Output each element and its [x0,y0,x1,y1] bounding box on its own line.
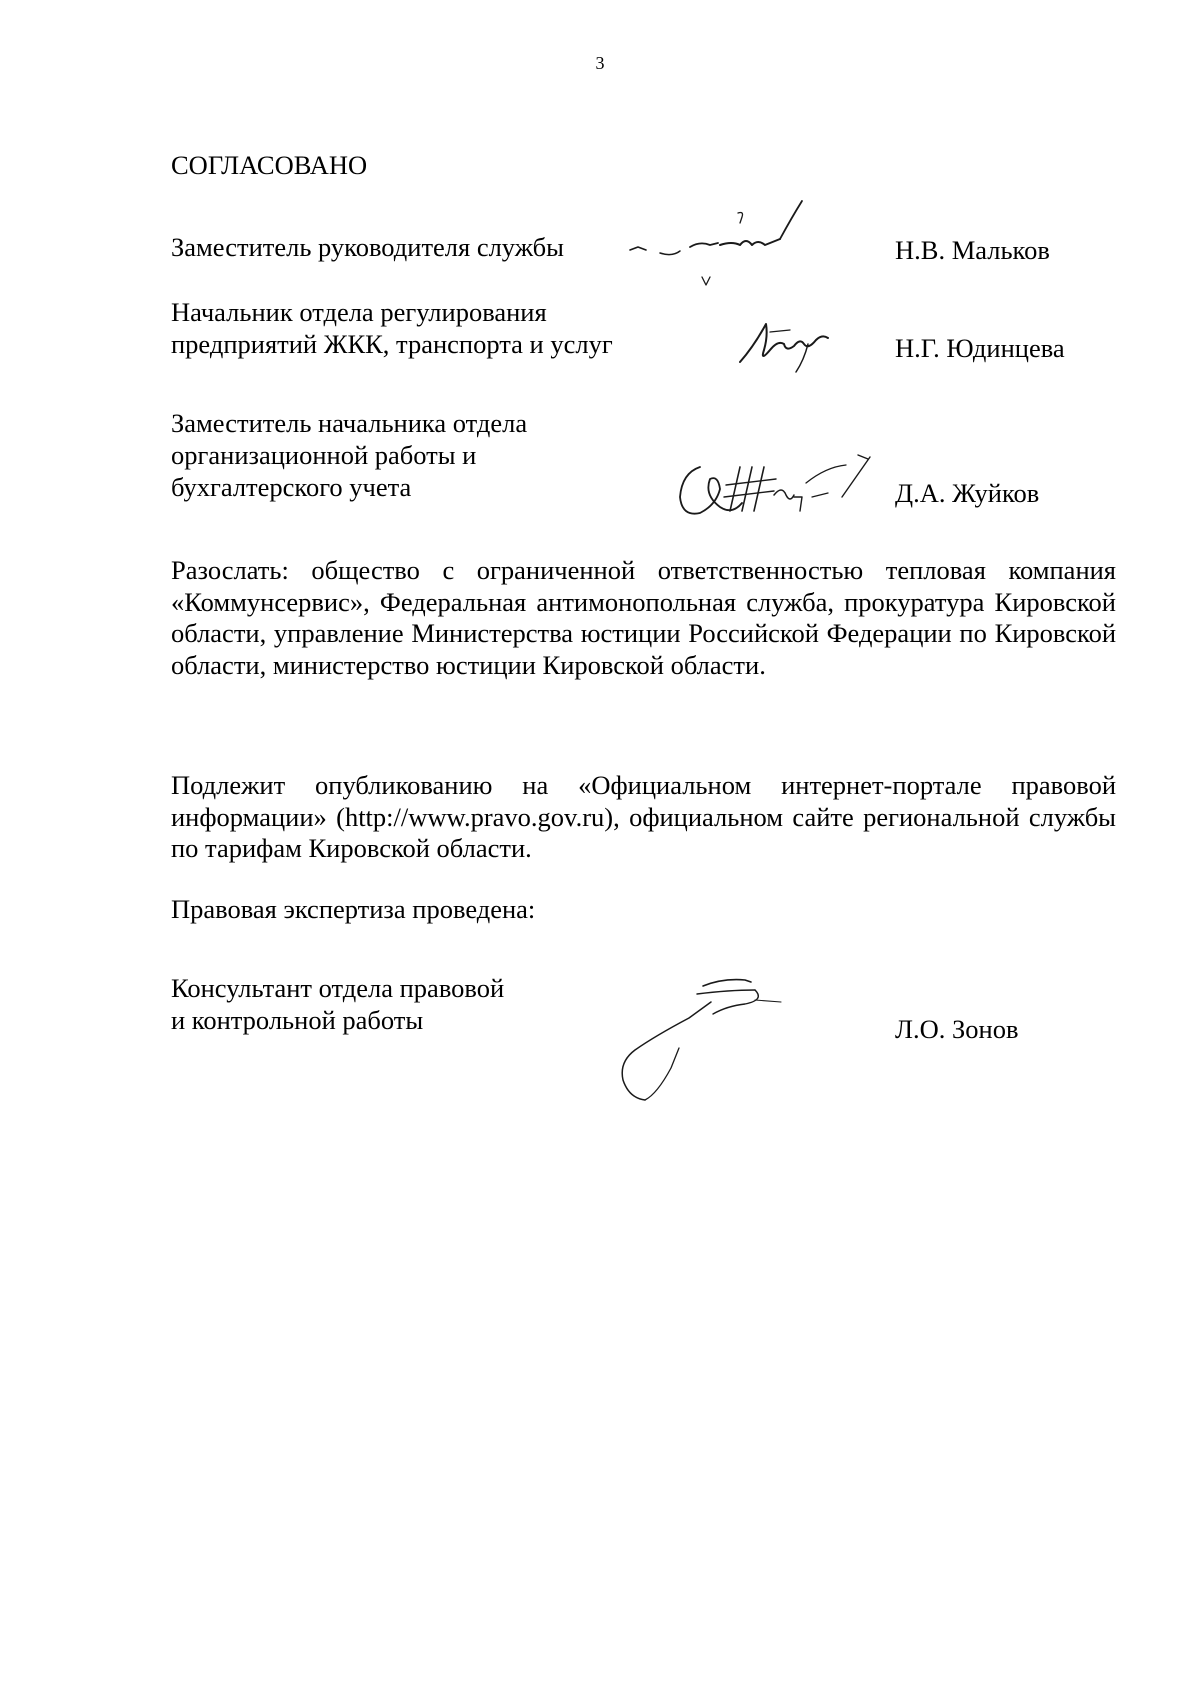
distribution-paragraph: Разослать: общество с ограниченной ответственностью тепловая компания «Коммунсервис», Федеральная антимонопольная служба, прокуратура Кировской области, управление Министерства юстиции Российской Федерации по Кировской области, министерство юстиции Кировской области. [171,555,1116,680]
signatory-3-position-line-1: Заместитель начальника отдела [171,408,528,438]
legal-review-position-line-2: и контрольной работы [171,1005,424,1035]
signature-1-icon [620,195,880,295]
publication-paragraph: Подлежит опубликованию на «Официальном интернет-портале правовой информации» (http://www.pravo.gov.ru), официальном сайте региональной службы по тарифам Кировской области. [171,770,1116,863]
signatory-1-name: Н.В. Мальков [895,235,1050,265]
legal-review-position-line-1: Консультант отдела правовой [171,973,505,1003]
signature-2-icon [730,310,870,380]
signatory-3-position-line-2: организационной работы и [171,440,477,470]
legal-review-label: Правовая экспертиза проведена: [171,894,536,924]
signature-3-icon [670,445,895,530]
page-number: 3 [595,53,605,73]
legal-review-name: Л.О. Зонов [895,1014,1019,1044]
approval-heading: СОГЛАСОВАНО [171,150,368,180]
signatory-1-position-line-1: Заместитель руководителя службы [171,232,564,262]
signatory-2-position-line-1: Начальник отдела регулирования [171,297,547,327]
signatory-2-position-line-2: предприятий ЖКК, транспорта и услуг [171,329,613,359]
signatory-3-position-line-3: бухгалтерского учета [171,472,412,502]
signatory-3-name: Д.А. Жуйков [895,478,1040,508]
signatory-2-name: Н.Г. Юдинцева [895,333,1065,363]
signature-4-icon [605,960,825,1110]
